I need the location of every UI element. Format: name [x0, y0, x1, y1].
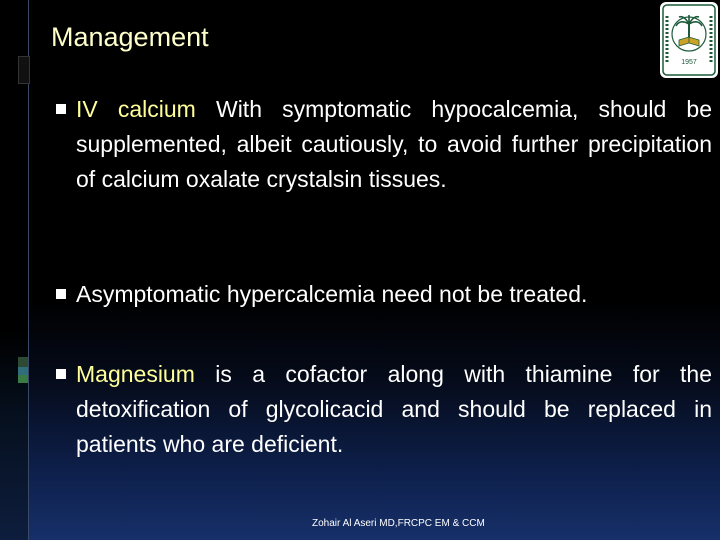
bullet-item [50, 357, 712, 462]
accent-block [18, 56, 30, 84]
slide-title: Management [51, 22, 209, 52]
bullet-text: Asymptomatic hypercalcemia need not be treated. [76, 281, 588, 307]
bullet-item [50, 277, 720, 312]
slide-footer: Zohair Al Aseri MD,FRCPC EM & CCM [312, 518, 485, 529]
accent-block [18, 375, 28, 383]
university-seal-icon [660, 2, 718, 78]
logo-year: 1957 [681, 59, 697, 66]
bullet-lead: IV calcium [76, 96, 196, 122]
bullet-text: With symptomatic hypocalcemia, should be supplemented, albeit cautiously, to avoid further precipitation of calcium oxalate crystalsin tissues. [76, 96, 712, 192]
accent-block [18, 367, 28, 375]
accent-block [18, 357, 28, 367]
bullet-item [50, 92, 712, 197]
square-bullet-icon [56, 369, 66, 379]
university-logo [660, 2, 718, 78]
square-bullet-icon [56, 289, 66, 299]
square-bullet-icon [56, 104, 66, 114]
bullet-lead: Magnesium [76, 361, 195, 387]
bullet-text: is a cofactor along with thiamine for the detoxification of glycolicacid and should be replaced in patients who are deficient. [76, 361, 712, 457]
